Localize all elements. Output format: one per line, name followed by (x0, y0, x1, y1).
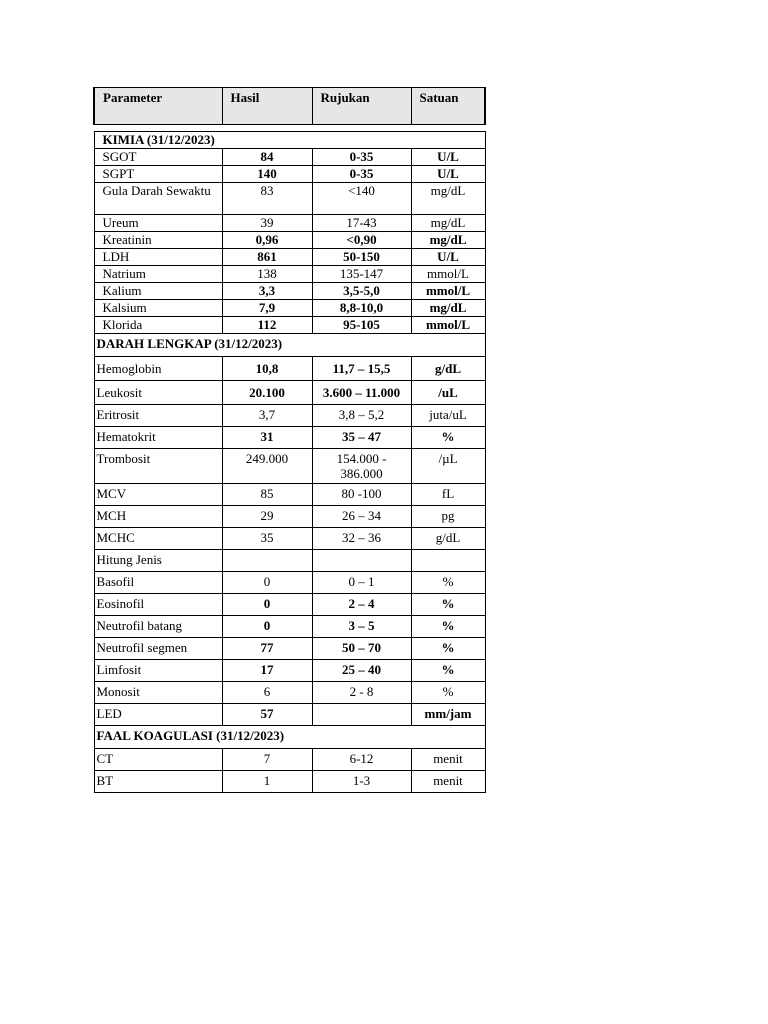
result-cell: 0 (222, 594, 312, 616)
result-cell: 7,9 (222, 300, 312, 317)
parameter-cell: SGOT (94, 149, 222, 166)
reference-cell: 95-105 (312, 317, 411, 334)
parameter-cell: Kalium (94, 283, 222, 300)
table-row (94, 616, 485, 638)
unit-cell: g/dL (411, 528, 485, 550)
table-row (94, 704, 485, 726)
parameter-cell: Limfosit (94, 660, 222, 682)
lab-results-table (93, 87, 486, 793)
table-row (94, 183, 485, 215)
parameter-cell: MCV (94, 484, 222, 506)
result-cell: 140 (222, 166, 312, 183)
result-cell: 85 (222, 484, 312, 506)
unit-cell: mg/dL (411, 183, 485, 215)
parameter-cell: Neutrofil segmen (94, 638, 222, 660)
lab-results-body (94, 88, 485, 793)
table-row (94, 357, 485, 381)
reference-cell: 0-35 (312, 166, 411, 183)
unit-cell: % (411, 660, 485, 682)
reference-cell: <0,90 (312, 232, 411, 249)
table-row (94, 638, 485, 660)
unit-cell: % (411, 616, 485, 638)
parameter-cell: Leukosit (94, 381, 222, 405)
header-hasil: Hasil (222, 88, 312, 125)
parameter-cell: Eosinofil (94, 594, 222, 616)
table-row (94, 149, 485, 166)
unit-cell: mg/dL (411, 232, 485, 249)
unit-cell: U/L (411, 249, 485, 266)
unit-cell: pg (411, 506, 485, 528)
header-satuan: Satuan (411, 88, 485, 125)
reference-cell: 50 – 70 (312, 638, 411, 660)
result-cell (222, 550, 312, 572)
reference-cell (312, 704, 411, 726)
parameter-cell: Monosit (94, 682, 222, 704)
parameter-cell: MCH (94, 506, 222, 528)
unit-cell: % (411, 594, 485, 616)
table-row (94, 572, 485, 594)
table-row (94, 771, 485, 793)
table-row (94, 317, 485, 334)
reference-cell: 0-35 (312, 149, 411, 166)
result-cell: 0 (222, 572, 312, 594)
section-title: FAAL KOAGULASI (31/12/2023) (94, 726, 485, 749)
result-cell: 249.000 (222, 449, 312, 484)
table-row (94, 682, 485, 704)
unit-cell: mm/jam (411, 704, 485, 726)
table-row (94, 660, 485, 682)
table-row (94, 449, 485, 484)
parameter-cell: LDH (94, 249, 222, 266)
unit-cell: % (411, 638, 485, 660)
reference-cell: 80 -100 (312, 484, 411, 506)
reference-cell: 135-147 (312, 266, 411, 283)
result-cell: 31 (222, 427, 312, 449)
table-row (94, 506, 485, 528)
unit-cell: menit (411, 749, 485, 771)
table-row (94, 166, 485, 183)
result-cell: 57 (222, 704, 312, 726)
reference-cell: 32 – 36 (312, 528, 411, 550)
parameter-cell: Hematokrit (94, 427, 222, 449)
parameter-cell: SGPT (94, 166, 222, 183)
unit-cell: /µL (411, 449, 485, 484)
reference-cell: 3,8 – 5,2 (312, 405, 411, 427)
unit-cell: U/L (411, 166, 485, 183)
parameter-cell: BT (94, 771, 222, 793)
unit-cell: mmol/L (411, 317, 485, 334)
reference-cell: 3.600 – 11.000 (312, 381, 411, 405)
result-cell: 83 (222, 183, 312, 215)
unit-cell: % (411, 572, 485, 594)
result-cell: 20.100 (222, 381, 312, 405)
result-cell: 0 (222, 616, 312, 638)
table-row (94, 405, 485, 427)
reference-cell: 11,7 – 15,5 (312, 357, 411, 381)
result-cell: 138 (222, 266, 312, 283)
table-row (94, 300, 485, 317)
parameter-cell: Hemoglobin (94, 357, 222, 381)
result-cell: 29 (222, 506, 312, 528)
table-row (94, 484, 485, 506)
table-row (94, 550, 485, 572)
unit-cell: U/L (411, 149, 485, 166)
parameter-cell: Neutrofil batang (94, 616, 222, 638)
table-row (94, 427, 485, 449)
unit-cell: mg/dL (411, 215, 485, 232)
table-row (94, 232, 485, 249)
reference-cell: 8,8-10,0 (312, 300, 411, 317)
result-cell: 7 (222, 749, 312, 771)
parameter-cell: MCHC (94, 528, 222, 550)
table-row (94, 749, 485, 771)
unit-cell: menit (411, 771, 485, 793)
reference-cell: 154.000 - 386.000 (312, 449, 411, 484)
result-cell: 3,7 (222, 405, 312, 427)
result-cell: 0,96 (222, 232, 312, 249)
reference-cell: 2 - 8 (312, 682, 411, 704)
result-cell: 861 (222, 249, 312, 266)
result-cell: 84 (222, 149, 312, 166)
unit-cell: /uL (411, 381, 485, 405)
result-cell: 39 (222, 215, 312, 232)
table-row (94, 215, 485, 232)
parameter-cell: Ureum (94, 215, 222, 232)
header-spacer (94, 125, 485, 132)
reference-cell: 25 – 40 (312, 660, 411, 682)
section-header-row (94, 132, 485, 149)
parameter-cell: CT (94, 749, 222, 771)
section-title: KIMIA (31/12/2023) (94, 132, 485, 149)
parameter-cell: Eritrosit (94, 405, 222, 427)
reference-cell: 17-43 (312, 215, 411, 232)
table-row (94, 381, 485, 405)
reference-cell (312, 550, 411, 572)
header-parameter: Parameter (94, 88, 222, 125)
result-cell: 10,8 (222, 357, 312, 381)
parameter-cell: Natrium (94, 266, 222, 283)
result-cell: 112 (222, 317, 312, 334)
reference-cell: 6-12 (312, 749, 411, 771)
reference-cell: 3,5-5,0 (312, 283, 411, 300)
parameter-cell: Kalsium (94, 300, 222, 317)
unit-cell: mmol/L (411, 283, 485, 300)
reference-cell: 3 – 5 (312, 616, 411, 638)
unit-cell: % (411, 427, 485, 449)
parameter-cell: Trombosit (94, 449, 222, 484)
parameter-cell: Basofil (94, 572, 222, 594)
unit-cell: fL (411, 484, 485, 506)
reference-cell: 35 – 47 (312, 427, 411, 449)
table-row (94, 528, 485, 550)
result-cell: 17 (222, 660, 312, 682)
table-row (94, 266, 485, 283)
parameter-cell: Gula Darah Sewaktu (94, 183, 222, 215)
unit-cell: % (411, 682, 485, 704)
header-row (94, 88, 485, 125)
parameter-cell: Hitung Jenis (94, 550, 222, 572)
table-row (94, 594, 485, 616)
unit-cell: mmol/L (411, 266, 485, 283)
reference-cell: 2 – 4 (312, 594, 411, 616)
result-cell: 1 (222, 771, 312, 793)
reference-cell: <140 (312, 183, 411, 215)
section-header-row (94, 726, 485, 749)
parameter-cell: Klorida (94, 317, 222, 334)
result-cell: 35 (222, 528, 312, 550)
section-title: DARAH LENGKAP (31/12/2023) (94, 334, 485, 357)
unit-cell: mg/dL (411, 300, 485, 317)
unit-cell: g/dL (411, 357, 485, 381)
unit-cell (411, 550, 485, 572)
header-rujukan: Rujukan (312, 88, 411, 125)
section-header-row (94, 334, 485, 357)
parameter-cell: Kreatinin (94, 232, 222, 249)
table-row (94, 249, 485, 266)
result-cell: 3,3 (222, 283, 312, 300)
result-cell: 6 (222, 682, 312, 704)
result-cell: 77 (222, 638, 312, 660)
parameter-cell: LED (94, 704, 222, 726)
reference-cell: 0 – 1 (312, 572, 411, 594)
unit-cell: juta/uL (411, 405, 485, 427)
reference-cell: 50-150 (312, 249, 411, 266)
reference-cell: 1-3 (312, 771, 411, 793)
reference-cell: 26 – 34 (312, 506, 411, 528)
table-row (94, 283, 485, 300)
